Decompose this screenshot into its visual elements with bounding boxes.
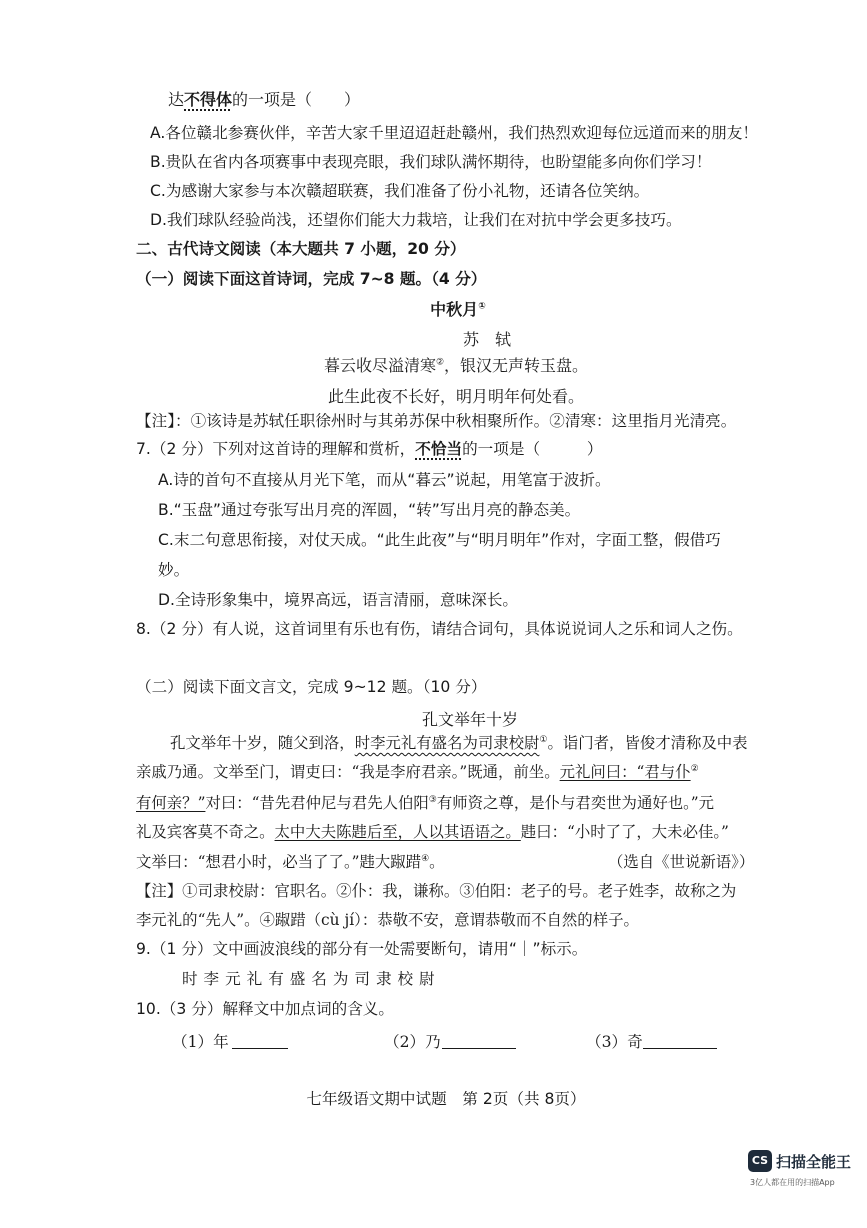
underlined-sentence: 元礼问曰：“君与仆: [559, 763, 691, 781]
q10-item-3-word: 奇: [627, 1033, 643, 1051]
passage-note-line-1: 【注】①司隶校尉：官职名。②仆：我，谦称。③伯阳：老子的号。老子姓李，故称之为: [136, 882, 737, 900]
passage-text: 有师资之尊，是仆与君奕世为通好也。”元: [436, 794, 715, 812]
q10-item-1-word: 年: [213, 1033, 229, 1051]
q7-option-a: A.诗的首句不直接从月光下笔，而从“暮云”说起，用笔富于波折。: [158, 471, 611, 489]
q9-stem: 9.（1 分）文中画波浪线的部分有一处需要断句，请用“｜”标示。: [136, 940, 588, 958]
passage-title: 孔文举年十岁: [421, 710, 519, 729]
q8-stem: 8.（2 分）有人说，这首词里有乐也有伤，请结合词句，具体说说词人之乐和词人之伤。: [136, 620, 743, 638]
poem-title-note: ①: [478, 301, 486, 312]
passage-line-3: [136, 794, 714, 812]
q6-option-a: A.各位赣北参赛伙伴，辛苦大家千里迢迢赶赴赣州，我们热烈欢迎每位远道而来的朋友！: [150, 124, 758, 142]
q7-stem-pre: 7.（2 分）下列对这首诗的理解和赏析，: [136, 440, 416, 458]
q7-option-c-line-2: 妙。: [158, 561, 190, 579]
q10-answer-blank-1[interactable]: [232, 1034, 288, 1049]
q10-item-1-label: （1）: [172, 1033, 214, 1051]
q10-item-2-word: 乃: [425, 1033, 441, 1051]
passage-line-4: [136, 823, 729, 841]
q10-stem: 10.（3 分）解释文中加点词的含义。: [136, 1000, 394, 1018]
q7-stem-post: 的一项是（ ）: [462, 440, 603, 458]
footnote-marker: ③: [428, 794, 437, 805]
q6-stem-pre: 达: [168, 90, 185, 109]
q10-item-3: [586, 1033, 643, 1052]
q6-option-d: D.我们球队经验尚浅，还望你们能大力栽培，让我们在对抗中学会更多技巧。: [150, 211, 682, 229]
poem-line-2: 此生此夜不长好，明月明年何处看。: [327, 387, 585, 406]
q7-option-d: D.全诗形象集中，境界高远，语言清丽，意味深长。: [158, 591, 519, 609]
poem-line-1-pre: 暮云收尽溢清寒: [323, 356, 436, 375]
q10-item-1: [172, 1033, 229, 1052]
camscanner-logo-icon: CS: [748, 1150, 772, 1172]
underlined-sentence: 有何亲？”: [136, 794, 206, 812]
poem-title: [430, 297, 486, 320]
poem-line-1-post: ，银汉无声转玉盘。: [444, 356, 589, 375]
passage-text: 。: [429, 853, 445, 871]
q6-option-b: B.贵队在省内各项赛事中表现亮眼，我们球队满怀期待，也盼望能多向你们学习！: [150, 153, 712, 171]
passage-text: 。诣门者，皆俊才清称及中表: [547, 734, 748, 752]
q10-item-3-label: （3）: [586, 1033, 628, 1051]
q6-option-c: C.为感谢大家参与本次赣超联赛，我们准备了份小礼物，还请各位笑纳。: [150, 182, 650, 200]
passage-line-2: [136, 763, 699, 781]
q7-option-b: B.“玉盘”通过夸张写出月亮的浑圆，“转”写出月亮的静态美。: [158, 501, 581, 519]
passage-note-line-2: 李元礼的“先人”。④踧踖（cù jí）：恭敬不安，意谓恭敬而不自然的样子。: [136, 911, 639, 929]
q10-item-2: [384, 1033, 441, 1052]
passage-text: 对曰：“昔先君仲尼与君先人伯阳: [205, 794, 429, 812]
q9-sentence: 时 李 元 礼 有 盛 名 为 司 隶 校 尉: [182, 970, 436, 988]
poem-title-text: 中秋月: [430, 300, 479, 319]
passage-text: 亲戚乃通。文举至门，谓吏曰：“我是李府君亲。”既通，前坐。: [136, 763, 560, 781]
page-footer: 七年级语文期中试题 第 2页（共 8页）: [306, 1090, 586, 1108]
q10-item-2-label: （2）: [384, 1033, 426, 1051]
footnote-marker: ①: [539, 734, 548, 745]
passage-line-5: [136, 853, 445, 871]
camscanner-name: 扫描全能王: [776, 1153, 852, 1171]
footnote-marker: ②: [690, 763, 699, 774]
passage-text: 孔文举年十岁，随父到洛，: [170, 734, 355, 752]
poem-author: 苏 轼: [462, 330, 512, 349]
q6-stem-emphasis: 不得体: [184, 90, 233, 109]
passage-text: 文举曰：“想君小时，必当了了。”韪大踧踖: [136, 853, 422, 871]
part-2-title: （二）阅读下面文言文，完成 9~12 题。（10 分）: [136, 678, 487, 696]
passage-text: 礼及宾客莫不奇之。: [136, 823, 275, 841]
q6-stem: [168, 90, 360, 109]
section-2-title: 二、古代诗文阅读（本大题共 7 小题，20 分）: [136, 240, 466, 258]
passage-line-1: [170, 734, 748, 752]
q6-stem-post: 的一项是（ ）: [232, 90, 361, 109]
scanner-watermark: [748, 1150, 860, 1220]
poem-line-1-note: ②: [435, 357, 445, 368]
poem-line-1: [324, 353, 588, 376]
part-1-title: （一）阅读下面这首诗词，完成 7~8 题。（4 分）: [136, 270, 487, 288]
underlined-sentence: 太中大夫陈韪后至，人以其语语之。: [274, 823, 521, 841]
camscanner-tagline: 3亿人都在用的扫描App: [750, 1178, 835, 1187]
q7-stem-emphasis: 不恰当: [415, 440, 463, 458]
q7-option-c-line-1: C.末二句意思衔接，对仗天成。“此生此夜”与“明月明年”作对，字面工整，假借巧: [158, 531, 721, 549]
passage-text: 韪曰：“小时了了，大未必佳。”: [520, 823, 729, 841]
footnote-marker: ④: [421, 853, 430, 864]
q10-answer-blank-3[interactable]: [643, 1034, 717, 1049]
wavy-underlined-sentence: 时李元礼有盛名为司隶校尉: [354, 734, 540, 752]
poem-note: 【注】：①该诗是苏轼任职徐州时与其弟苏保中秋相聚所作。②清寒：这里指月光清亮。: [136, 412, 737, 430]
q10-answer-blank-2[interactable]: [442, 1034, 516, 1049]
q7-stem: [136, 440, 602, 459]
passage-source: （选自《世说新语》）: [608, 853, 755, 871]
